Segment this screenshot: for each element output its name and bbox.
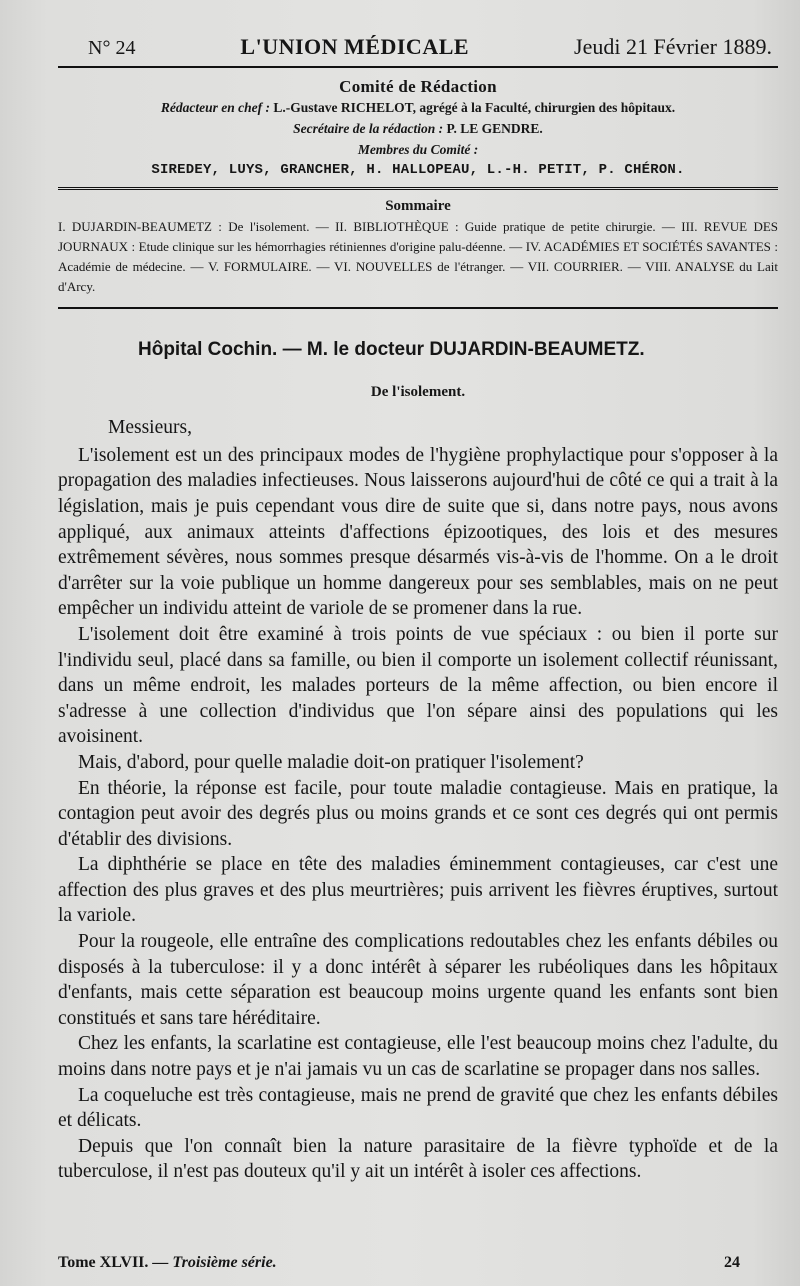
article-heading: Hôpital Cochin. — M. le docteur DUJARDIN-BEAUMETZ. <box>138 339 645 360</box>
tome-number: Tome XLVII. <box>58 1254 149 1271</box>
secretary-line <box>58 118 778 139</box>
secretary-name: P. LE GENDRE. <box>446 121 543 136</box>
committee-members: SIREDEY, LUYS, GRANCHER, H. HALLOPEAU, L.-H. PETIT, P. CHÉRON. <box>151 162 685 178</box>
members-role-line <box>58 139 778 160</box>
article-paragraph: Pour la rougeole, elle entraîne des complications redoutables chez les enfants débiles ou disposés à la tuberculose: il y a donc intérêt à séparer les rubéoliques dans les hôpitaux d'enfants, mais cette séparation est beaucoup moins urgente quand les enfants sont bien constitués et sans tare héréditaire. <box>58 931 778 1029</box>
committee-title: Comité de Rédaction <box>339 77 497 96</box>
series-label: — Troisième série. <box>152 1254 277 1271</box>
editor-name: L.-Gustave RICHELOT, agrégé à la Faculté, chirurgien des hôpitaux. <box>273 100 676 115</box>
page-number: 24 <box>724 1254 740 1271</box>
article-paragraph: L'isolement doit être examiné à trois points de vue spéciaux : ou bien il porte sur l'individu seul, placé dans sa famille, ou bien il comporte un isolement collectif réunissant, dans un même endroit, les malades porteurs de la même affection, ou bien encore il s'adresse à une collection d'individus que l'on sépare ainsi des populations qui les avoisinent. <box>58 623 778 748</box>
members-role: Membres du Comité : <box>357 142 479 157</box>
article-paragraph: En théorie, la réponse est facile, pour toute maladie contagieuse. Mais en pratique, la contagion peut avoir des degrés plus ou moins grands et ce sont ces degrés qui ont permis d'établir des divisions. <box>58 777 778 850</box>
article-paragraph: Mais, d'abord, pour quelle maladie doit-on pratiquer l'isolement? <box>78 751 584 773</box>
journal-title: L'UNION MÉDICALE <box>240 34 470 59</box>
article <box>58 337 778 1185</box>
issue-number: N° 24 <box>88 37 136 59</box>
article-paragraph: La diphthérie se place en tête des maladies éminemment contagieuses, car c'est une affection des plus graves et des plus meurtrières; puis arrivent les fièvres éruptives, surtout la variole. <box>58 854 778 927</box>
page-footer <box>58 1254 778 1272</box>
article-greeting: Messieurs, <box>108 417 192 439</box>
summary-section <box>58 196 778 297</box>
article-paragraph: Depuis que l'on connaît bien la nature parasitaire de la fièvre typhoïde et de la tuberculose, il n'est pas douteux qu'il y ait un intérêt à isoler ces affections. <box>58 1135 778 1183</box>
page-header <box>58 34 778 60</box>
article-subtitle: De l'isolement. <box>370 383 466 400</box>
editor-role: Rédacteur en chef : <box>160 100 270 115</box>
committee-rule <box>58 187 778 192</box>
summary-rule <box>58 307 778 309</box>
article-paragraph: La coqueluche est très contagieuse, mais ne prend de gravité que chez les enfants débiles et délicats. <box>58 1084 778 1132</box>
header-rule <box>58 66 778 68</box>
secretary-role: Secrétaire de la rédaction : <box>293 121 444 136</box>
summary-title: Sommaire <box>385 198 451 214</box>
article-paragraph: Chez les enfants, la scarlatine est contagieuse, elle l'est beaucoup moins chez l'adulte, du moins dans notre pays et je n'ai jamais vu un cas de scarlatine se propager dans nos salles. <box>58 1033 778 1081</box>
tome-label <box>58 1254 277 1272</box>
editorial-committee <box>58 76 778 181</box>
issue-date: Jeudi 21 Février 1889. <box>574 34 772 59</box>
summary-text: I. DUJARDIN-BEAUMETZ : De l'isolement. — II. BIBLIOTHÈQUE : Guide pratique de petite chirurgie. — III. REVUE DES JOURNAUX : Etude clinique sur les hémorrhagies rétiniennes d'origine palu-déenne. — IV. ACADÉMIES ET SOCIÉTÉS SAVANTES : Académie de médecine. — V. FORMULAIRE. — VI. NOUVELLES de l'étranger. — VII. COURRIER. — VIII. ANALYSE du Lait d'Arcy. <box>58 219 778 294</box>
article-paragraph: L'isolement est un des principaux modes de l'hygiène prophylactique pour s'opposer à la propagation des maladies infectieuses. Nous laisserons aujourd'hui de côté ce qui a trait à la législation, mais je puis cependant vous dire de suite que si, dans notre pays, nous avons appliqué, aux animaux atteints d'affections épizootiques, des lois et des mesures extrêmement sévères, nous sommes presque désarmés vis-à-vis de l'homme. On a le droit d'arrêter sur la voie publique un homme dangereux pour ses semblables, mais on ne peut empêcher un individu atteint de variole de se promener dans la rue. <box>58 444 778 620</box>
editor-line <box>58 97 778 118</box>
